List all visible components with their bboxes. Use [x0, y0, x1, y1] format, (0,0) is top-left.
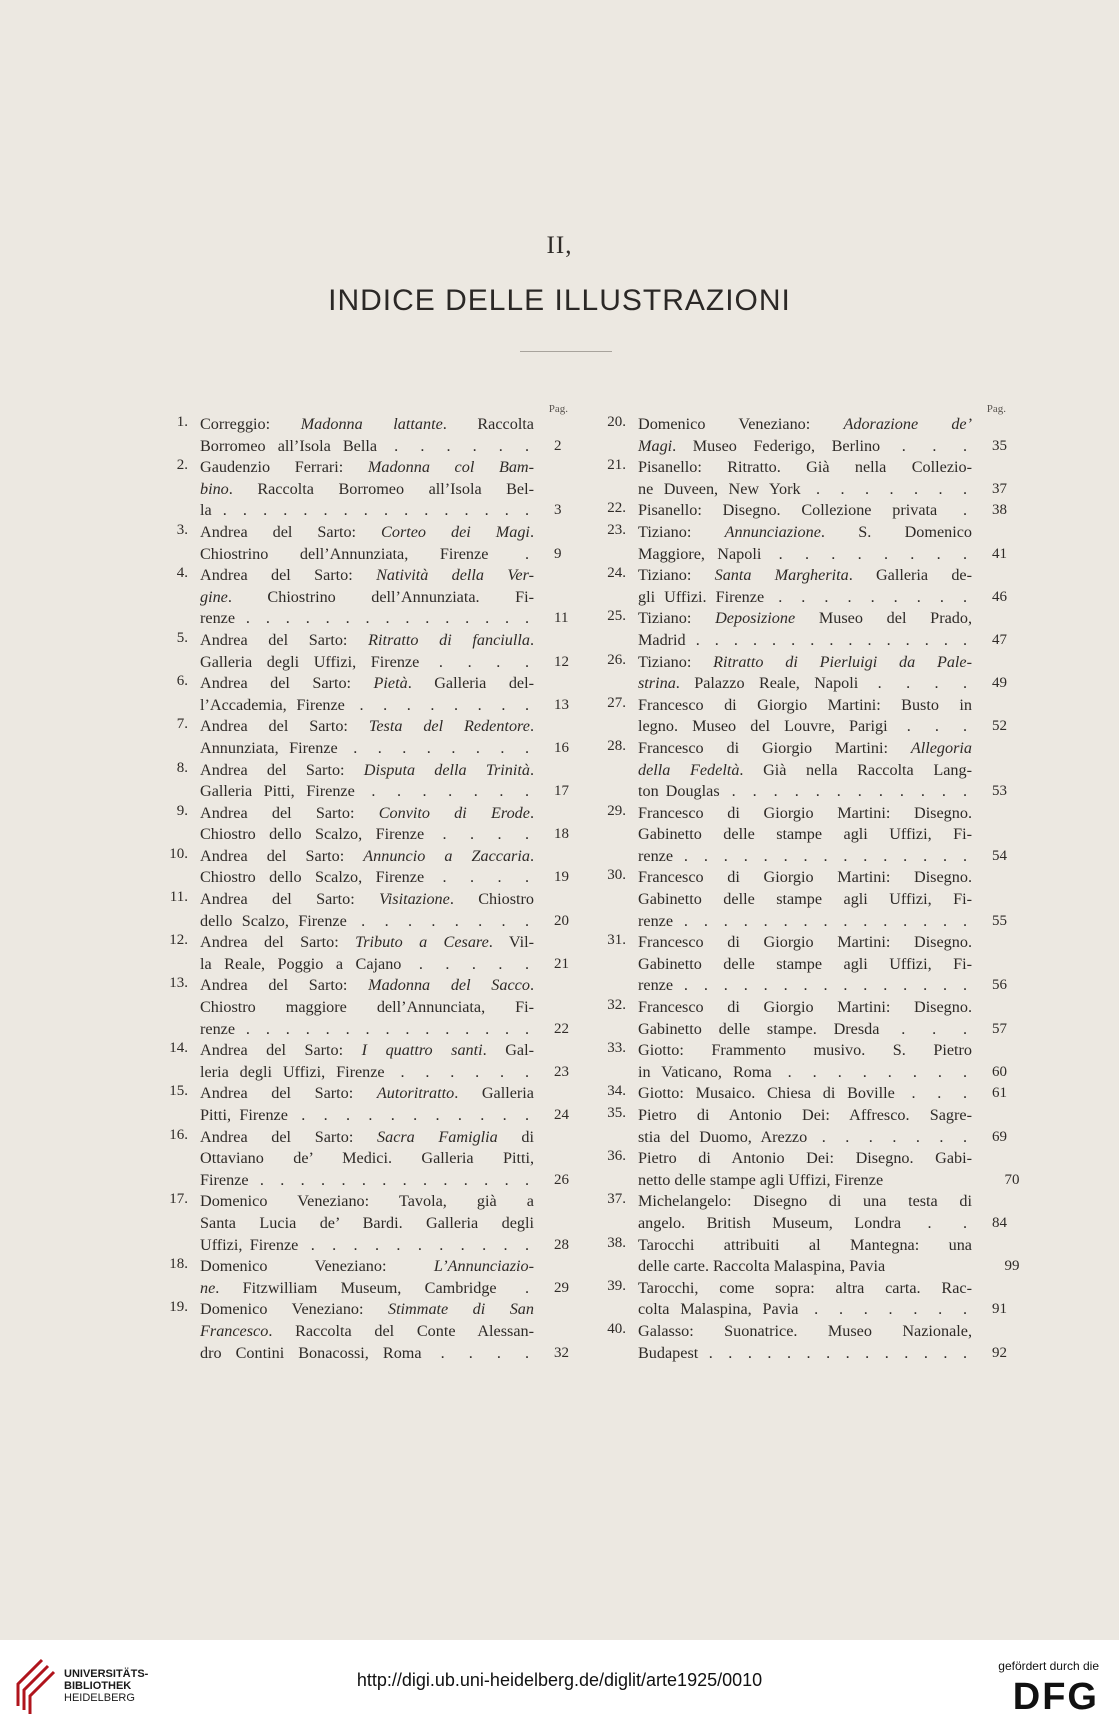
entry-line: della Fedeltà. Già nella Raccolta Lang-: [638, 760, 972, 779]
index-entry: [596, 500, 1007, 522]
entry-line: Tarocchi, come sopra: altra carta. Rac-: [638, 1278, 972, 1297]
entry-line: renze . . . . . . . . . . . . . . . 55: [638, 911, 972, 933]
entry-line: Gaudenzio Ferrari: Madonna col Bam-: [200, 458, 535, 477]
entry-number: 1.: [176, 414, 188, 430]
entry-line: legno. Museo del Louvre, Parigi . . . 52: [638, 716, 972, 738]
entry-line: Correggio: Madonna lattante. Raccolta: [200, 415, 534, 433]
entry-line: Uffizi, Firenze . . . . . . . . . . . 28: [200, 1235, 534, 1257]
index-entry: [158, 932, 569, 975]
entry-line: Galasso: Suonatrice. Museo Nazionale,: [638, 1321, 972, 1340]
entry-line: Andrea del Sarto: Autoritratto. Galleria: [200, 1084, 534, 1103]
index-entry: [158, 1256, 569, 1299]
entry-line: Tiziano: Ritratto di Pierluigi da Pale-: [638, 652, 973, 671]
entry-number: 14.: [169, 1040, 188, 1057]
index-entry: [596, 802, 1007, 868]
index-entry: [596, 1191, 1007, 1234]
page-column-label: Pag.: [986, 403, 1006, 415]
entry-number: 17.: [169, 1191, 188, 1208]
entry-page-number: 55: [992, 912, 1007, 929]
index-entry: [158, 1299, 569, 1364]
entry-line: Domenico Veneziano: Tavola, già a: [200, 1192, 534, 1211]
library-line-3: HEIDELBERG: [64, 1692, 135, 1704]
index-entry: [158, 521, 562, 565]
entry-line: bino. Raccolta Borromeo all’Isola Bel-: [200, 479, 534, 498]
entry-line: Budapest . . . . . . . . . . . . . . 92: [638, 1343, 972, 1365]
page-column-label: Pag.: [548, 403, 568, 415]
entry-number: 2.: [176, 457, 188, 474]
entry-line: Giotto: Frammento musivo. S. Pietro: [638, 1041, 972, 1060]
index-entry: [596, 737, 1007, 803]
entry-line: ne Duveen, New York . . . . . . . 37: [638, 479, 972, 501]
index-entry: [158, 565, 569, 630]
entry-number: 21.: [607, 457, 626, 474]
index-entry: [596, 932, 1007, 997]
entry-number: 33.: [607, 1040, 626, 1057]
entry-page-number: 60: [992, 1063, 1007, 1080]
entry-line: Tiziano: Santa Margherita. Galleria de-: [638, 566, 972, 585]
entry-page-number: 17: [554, 783, 569, 800]
entry-line: Magi. Museo Federigo, Berlino . . . 35: [638, 436, 972, 458]
entry-number: 3.: [176, 521, 188, 538]
entry-number: 13.: [169, 975, 188, 992]
entry-line: Andrea del Sarto: Madonna del Sacco.: [200, 976, 534, 995]
entry-line: Andrea del Sarto: Disputa della Trinità.: [200, 760, 534, 779]
funded-by-text: gefördert durch die: [998, 1659, 1099, 1673]
page-title: INDICE DELLE ILLUSTRAZIONI: [328, 284, 791, 317]
entry-page-number: 16: [554, 739, 569, 756]
entry-number: 37.: [607, 1191, 626, 1208]
entry-page-number: 13: [554, 696, 569, 713]
entry-line: Annunziata, Firenze . . . . . . . . 16: [200, 738, 534, 760]
entry-page-number: 3: [554, 502, 562, 519]
entry-page-number: 70: [1004, 1171, 1020, 1188]
entry-line: Gabinetto delle stampe. Dresda . . . 57: [638, 1019, 972, 1041]
entry-line: dello Scalzo, Firenze . . . . . . . . 20: [200, 911, 534, 933]
entry-line: leria degli Uffizi, Firenze . . . . . . 23: [200, 1062, 534, 1084]
index-entry: [158, 975, 569, 1040]
entry-line: Pietro di Antonio Dei: Affresco. Sagre-: [638, 1106, 972, 1124]
entry-number: 5.: [176, 629, 188, 646]
entry-number: 35.: [607, 1105, 626, 1121]
entry-page-number: 69: [992, 1128, 1007, 1145]
index-entry: [596, 1083, 1007, 1105]
index-entry: [158, 1191, 569, 1256]
entry-line: Firenze . . . . . . . . . . . . . . 26: [200, 1170, 534, 1192]
entry-number: 8.: [176, 759, 188, 776]
source-url-link[interactable]: http://digi.ub.uni-heidelberg.de/diglit/arte1925/0010: [356, 1670, 763, 1690]
entry-number: 11.: [169, 889, 188, 906]
entry-line: delle carte. Raccolta Malaspina, Pavia 99: [638, 1256, 972, 1278]
entry-page-number: 28: [554, 1236, 569, 1253]
entry-page-number: 18: [554, 826, 569, 843]
entry-line: Giotto: Musaico. Chiesa di Boville . . . 61: [638, 1083, 972, 1105]
index-entry: [158, 759, 569, 803]
entry-line: Maggiore, Napoli . . . . . . . . 41: [638, 544, 972, 566]
entry-line: Andrea del Sarto: Tributo a Cesare. Vil-: [200, 933, 534, 952]
entry-number: 20.: [607, 414, 626, 430]
entry-page-number: 99: [1004, 1258, 1020, 1275]
entry-page-number: 2: [554, 437, 562, 454]
entry-line: Domenico Veneziano: L’Annunciazio-: [200, 1257, 534, 1276]
entry-line: netto delle stampe agli Uffizi, Firenze 70: [638, 1170, 972, 1192]
entry-line: Galleria degli Uffizi, Firenze . . . . 12: [200, 652, 534, 674]
entry-page-number: 84: [992, 1214, 1007, 1231]
index-column-left: [158, 403, 569, 1364]
entry-line: Pisanello: Ritratto. Già nella Collezio-: [638, 458, 972, 477]
entry-line: Chiostro maggiore dell’Annunciata, Fi-: [200, 998, 534, 1017]
index-entry: [596, 457, 1007, 500]
entry-line: renze . . . . . . . . . . . . . . . 22: [200, 1019, 534, 1041]
entry-page-number: 56: [992, 977, 1007, 994]
entry-page-number: 61: [992, 1085, 1007, 1102]
entry-line: Galleria Pitti, Firenze . . . . . . . 17: [200, 781, 534, 803]
entry-number: 25.: [607, 608, 626, 625]
entry-line: Francesco di Giorgio Martini: Disegno.: [638, 868, 972, 887]
section-number: II,: [546, 232, 573, 259]
index-entry: [158, 457, 562, 522]
entry-line: Pietro di Antonio Dei: Disegno. Gabi-: [638, 1149, 972, 1168]
entry-line: Michelangelo: Disegno di una testa di: [638, 1192, 972, 1211]
entry-page-number: 9: [554, 545, 562, 562]
entry-line: angelo. British Museum, Londra . . 84: [638, 1213, 972, 1235]
entry-page-number: 49: [992, 675, 1007, 692]
entry-line: Francesco di Giorgio Martini: Disegno.: [638, 933, 972, 952]
entry-page-number: 92: [992, 1344, 1007, 1361]
entry-line: dro Contini Bonacossi, Roma . . . . 32: [200, 1343, 534, 1365]
entry-number: 4.: [176, 565, 188, 582]
entry-page-number: 54: [992, 847, 1007, 864]
entry-line: l’Accademia, Firenze . . . . . . . . 13: [200, 695, 534, 717]
entry-number: 39.: [607, 1277, 626, 1294]
entry-number: 26.: [607, 651, 626, 668]
entry-line: la . . . . . . . . . . . . . . . . 3: [200, 500, 534, 522]
entry-page-number: 29: [554, 1279, 569, 1296]
entry-number: 9.: [176, 802, 188, 819]
entry-number: 18.: [169, 1256, 188, 1273]
entry-line: gine. Chiostrino dell’Annunziata. Fi-: [200, 587, 534, 606]
entry-number: 19.: [169, 1299, 188, 1316]
entry-number: 7.: [176, 716, 188, 733]
entry-number: 16.: [169, 1126, 188, 1143]
entry-line: Domenico Veneziano: Adorazione de’: [638, 415, 973, 433]
index-column-right: [596, 403, 1020, 1364]
entry-number: 27.: [607, 694, 626, 711]
entry-line: Andrea del Sarto: Natività della Ver-: [200, 566, 534, 585]
entry-page-number: 37: [992, 480, 1007, 497]
entry-page-number: 12: [554, 653, 569, 670]
entry-line: Pitti, Firenze . . . . . . . . . . . 24: [200, 1105, 534, 1127]
entry-number: 15.: [169, 1083, 188, 1100]
entry-line: Andrea del Sarto: Annuncio a Zaccaria.: [200, 846, 534, 865]
entry-number: 36.: [607, 1148, 626, 1165]
dfg-logo: DFG: [1012, 1676, 1099, 1718]
entry-line: Gabinetto delle stampe agli Uffizi, Fi-: [638, 825, 972, 844]
index-entry: [158, 1126, 569, 1192]
entry-line: stia del Duomo, Arezzo . . . . . . . 69: [638, 1127, 972, 1149]
entry-line: in Vaticano, Roma . . . . . . . . 60: [638, 1062, 972, 1084]
entry-line: ton Douglas . . . . . . . . . . . . 53: [638, 781, 972, 803]
entry-line: Chiostrino dell’Annunziata, Firenze . 9: [200, 544, 534, 566]
entry-line: Chiostro dello Scalzo, Firenze . . . . 19: [200, 867, 534, 889]
entry-line: renze . . . . . . . . . . . . . . . 11: [200, 608, 534, 630]
entry-page-number: 22: [554, 1020, 569, 1037]
entry-page-number: 46: [992, 588, 1007, 605]
entry-line: Gabinetto delle stampe agli Uffizi, Fi-: [638, 954, 972, 973]
entry-page-number: 91: [992, 1301, 1007, 1318]
entry-line: Ottaviano de’ Medici. Galleria Pitti,: [200, 1149, 534, 1168]
title-divider: [520, 351, 612, 352]
entry-line: Tiziano: Deposizione Museo del Prado,: [638, 609, 972, 628]
index-entry: [596, 1040, 1007, 1083]
entry-number: 28.: [607, 737, 626, 754]
entry-number: 32.: [607, 997, 626, 1014]
entry-page-number: 38: [992, 502, 1007, 519]
entry-number: 30.: [607, 867, 626, 884]
entry-line: Francesco di Giorgio Martini: Busto in: [638, 695, 972, 714]
entry-line: Andrea del Sarto: Sacra Famiglia di: [200, 1127, 534, 1146]
index-entry: [158, 629, 569, 673]
entry-line: ne. Fitzwilliam Museum, Cambridge . 29: [200, 1278, 534, 1300]
entry-page-number: 57: [992, 1020, 1007, 1037]
entry-line: Francesco di Giorgio Martini: Disegno.: [638, 803, 972, 822]
entry-line: Francesco di Giorgio Martini: Disegno.: [638, 998, 972, 1017]
entry-line: Andrea del Sarto: Convito di Erode.: [200, 803, 534, 822]
index-entry: [596, 1148, 1020, 1191]
entry-page-number: 20: [554, 912, 569, 929]
index-entry: [158, 889, 569, 932]
entry-line: Francesco di Giorgio Martini: Allegoria: [638, 738, 972, 757]
index-entry: [158, 1040, 569, 1083]
library-line-1: UNIVERSITÄTS-: [64, 1668, 149, 1680]
entry-line: strina. Palazzo Reale, Napoli . . . . 49: [638, 673, 972, 695]
entry-line: Andrea del Sarto: Testa del Redentore.: [200, 717, 534, 736]
entry-number: 10.: [169, 845, 188, 862]
entry-number: 40.: [607, 1320, 626, 1337]
entry-line: Tiziano: Annunciazione. S. Domenico: [638, 522, 972, 541]
entry-line: Madrid . . . . . . . . . . . . . . . 47: [638, 630, 972, 652]
entry-line: colta Malaspina, Pavia . . . . . . . 91: [638, 1299, 972, 1321]
entry-line: Andrea del Sarto: Ritratto di fanciulla.: [200, 630, 534, 649]
entry-line: Pisanello: Disegno. Collezione privata . 38: [638, 500, 972, 522]
entry-page-number: 11: [554, 610, 569, 627]
entry-page-number: 53: [992, 783, 1007, 800]
index-entry: [596, 565, 1007, 608]
index-entry: [158, 1083, 569, 1126]
index-entry: [596, 867, 1007, 932]
entry-page-number: 35: [992, 437, 1007, 454]
index-entry: [596, 997, 1007, 1040]
entry-line: Gabinetto delle stampe agli Uffizi, Fi-: [638, 890, 972, 909]
entry-page-number: 19: [554, 869, 569, 886]
entry-number: 34.: [607, 1083, 626, 1100]
entry-line: la Reale, Poggio a Cajano . . . . . 21: [200, 954, 534, 976]
entry-line: Chiostro dello Scalzo, Firenze . . . . 18: [200, 824, 534, 846]
entry-page-number: 52: [992, 718, 1007, 735]
index-entry: [596, 521, 1007, 565]
entry-line: Borromeo all’Isola Bella . . . . . . 2: [200, 436, 534, 458]
index-entry: [596, 1234, 1020, 1278]
entry-line: Andrea del Sarto: Visitazione. Chiostro: [200, 890, 534, 909]
entry-number: 38.: [607, 1234, 626, 1251]
entry-line: renze . . . . . . . . . . . . . . . 56: [638, 975, 972, 997]
index-entry: [158, 673, 569, 716]
index-entry: [158, 414, 562, 457]
entry-line: Santa Lucia de’ Bardi. Galleria degli: [200, 1213, 534, 1232]
entry-number: 23.: [607, 521, 626, 538]
index-entry: [596, 1320, 1007, 1364]
entry-page-number: 23: [554, 1063, 569, 1080]
entry-number: 12.: [169, 932, 188, 949]
entry-page-number: 47: [992, 631, 1007, 648]
library-line-2: BIBLIOTHEK: [64, 1680, 132, 1692]
entry-page-number: 21: [554, 955, 569, 972]
index-entry: [158, 716, 569, 759]
entry-line: Francesco. Raccolta del Conte Alessan-: [200, 1321, 534, 1340]
entry-number: 22.: [607, 500, 626, 517]
index-entry: [596, 694, 1007, 738]
entry-number: 24.: [607, 565, 626, 582]
index-entry: [158, 845, 569, 889]
index-entry: [596, 651, 1007, 695]
index-entry: [596, 414, 1007, 457]
entry-line: gli Uffizi. Firenze . . . . . . . . . 46: [638, 587, 972, 609]
entry-page-number: 24: [554, 1107, 569, 1123]
index-entry: [596, 1277, 1007, 1321]
entry-line: renze . . . . . . . . . . . . . . . 54: [638, 846, 972, 868]
index-entry: [596, 1105, 1007, 1148]
entry-line: Andrea del Sarto: I quattro santi. Gal-: [200, 1041, 534, 1060]
entry-page-number: 41: [992, 545, 1007, 562]
entry-line: Andrea del Sarto: Pietà. Galleria del-: [200, 674, 534, 693]
entry-line: Tarocchi attribuiti al Mantegna: una: [638, 1235, 972, 1254]
entry-number: 31.: [607, 932, 626, 949]
entry-line: Andrea del Sarto: Corteo dei Magi.: [200, 522, 534, 541]
entry-number: 6.: [176, 673, 188, 690]
entry-page-number: 26: [554, 1171, 569, 1188]
index-entry: [158, 802, 569, 846]
index-entry: [596, 608, 1007, 651]
entry-number: 29.: [607, 802, 626, 819]
entry-page-number: 32: [554, 1344, 569, 1361]
entry-line: Domenico Veneziano: Stimmate di San: [200, 1300, 534, 1319]
